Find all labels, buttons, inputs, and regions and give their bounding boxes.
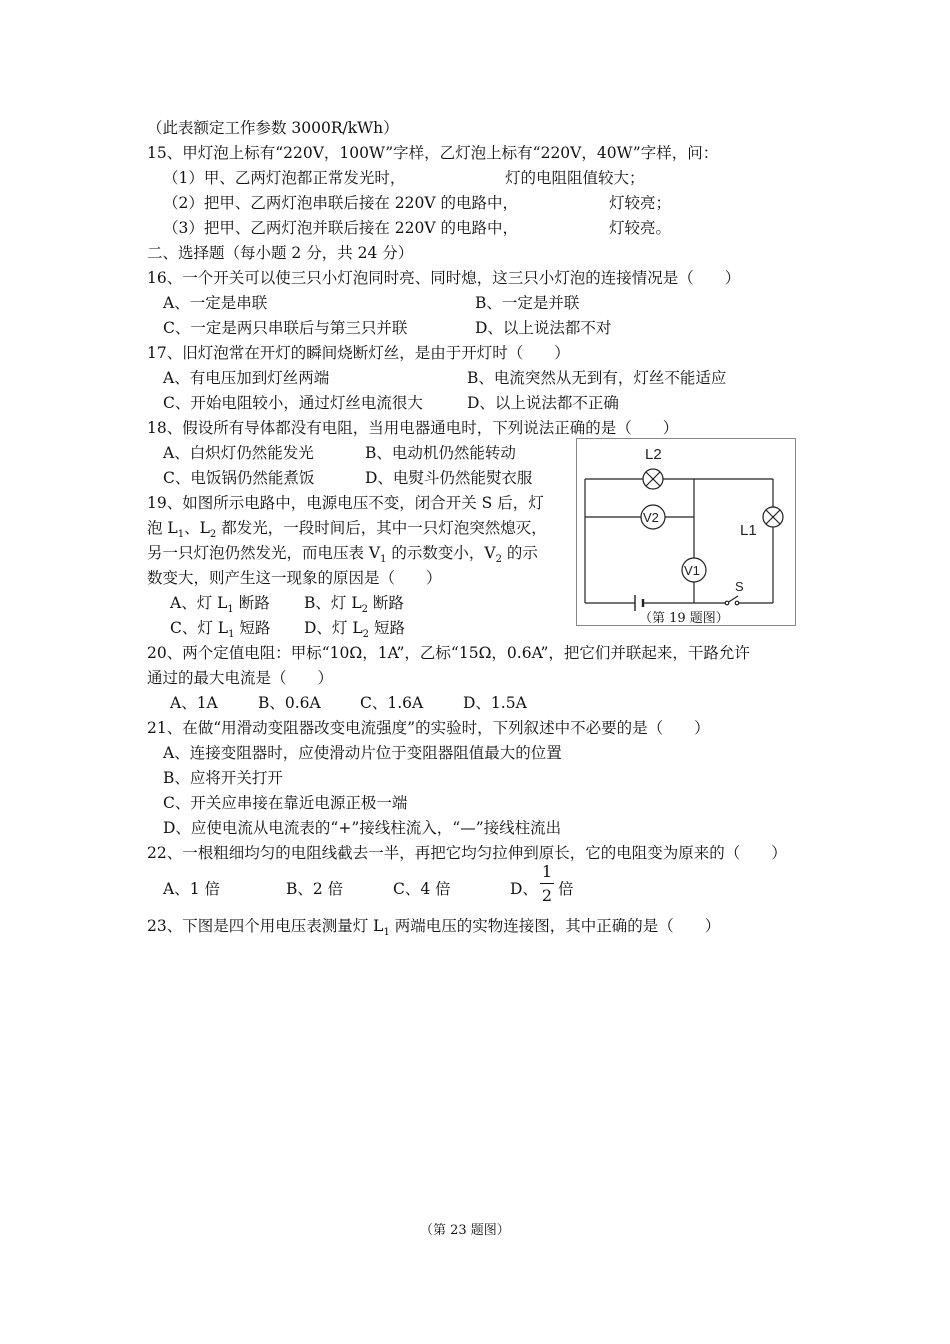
q16-option-a: A、一定是串联 [163, 294, 268, 312]
q18-option-a: A、白炽灯仍然能发光 [163, 444, 314, 462]
label-l1: L1 [740, 522, 757, 539]
q17-option-a: A、有电压加到灯丝两端 [163, 369, 330, 387]
question-20-line-1: 20、两个定值电阻：甲标“10Ω，1A”，乙标“15Ω，0.6A”，把它们并联起来，干路允许 [147, 644, 750, 662]
q22-option-a: A、1 倍 [163, 880, 220, 898]
q20-option-b: B、0.6A [258, 694, 321, 712]
question-22: 22、一根粗细均匀的电阻线截去一半，再把它均匀拉伸到原长，它的电阻变为原来的（ ） [147, 844, 787, 862]
q21-option-d: D、应使电流从电流表的“+”接线柱流入，“—”接线柱流出 [163, 819, 562, 837]
q15-part-2: （2）把甲、乙两灯泡串联后接在 220V 的电路中， [163, 194, 518, 212]
question-18: 18、假设所有导体都没有电阻，当用电器通电时，下列说法正确的是（ ） [147, 419, 679, 437]
fraction-numerator: 1 [541, 862, 553, 881]
q20-option-c: C、1.6A [360, 694, 424, 712]
circuit-diagram [577, 439, 795, 625]
q16-option-d: D、以上说法都不对 [475, 319, 612, 337]
question-17: 17、旧灯泡常在开灯的瞬间烧断灯丝，是由于开灯时（ ） [147, 344, 570, 362]
q21-option-c: C、开关应串接在靠近电源正极一端 [163, 794, 408, 812]
switch-icon [725, 596, 739, 605]
lamp-l2-icon [643, 469, 663, 489]
label-s: S [735, 579, 744, 594]
q15-part-1: （1）甲、乙两灯泡都正常发光时， [163, 169, 406, 187]
q20-option-d: D、1.5A [463, 694, 527, 712]
figure-19-caption: （第 19 题图） [639, 611, 729, 626]
question-19-line-1: 19、如图所示电路中，电源电压不变，闭合开关 S 后，灯 [147, 494, 544, 512]
label-v2: V2 [643, 510, 659, 525]
q20-option-a: A、1A [170, 694, 218, 712]
q15-part-1-tail: 灯的电阻阻值较大； [505, 169, 645, 187]
q19-option-a: A、灯 $L_1$ 断路 [170, 594, 270, 616]
section-2-heading: 二、选择题（每小题 2 分，共 24 分） [147, 244, 414, 262]
q17-option-d: D、以上说法都不正确 [467, 394, 619, 412]
q15-part-3: （3）把甲、乙两灯泡并联后接在 220V 的电路中， [163, 219, 518, 237]
q22-option-d: D、 [510, 880, 538, 898]
label-l2: L2 [645, 446, 662, 463]
q15-part-3-tail: 灯较亮。 [609, 219, 672, 237]
one-half-fraction [540, 862, 554, 906]
q21-option-b: B、应将开关打开 [163, 769, 283, 787]
q17-option-b: B、电流突然从无到有，灯丝不能适应 [467, 369, 727, 387]
figure-23-caption: （第 23 题图） [420, 1223, 510, 1238]
lamp-l1-icon [763, 507, 783, 527]
q22-option-c: C、4 倍 [393, 880, 451, 898]
question-16: 16、一个开关可以使三只小灯泡同时亮、同时熄，这三只小灯泡的连接情况是（ ） [147, 269, 741, 287]
question-19-line-3: 另一只灯泡仍然发光，而电压表 $V_1$ 的示数变小，$V_2$ 的示 [147, 544, 538, 566]
question-20-line-2: 通过的最大电流是（ ） [147, 669, 334, 687]
q16-option-b: B、一定是并联 [475, 294, 580, 312]
q18-option-c: C、电饭锅仍然能煮饭 [163, 469, 315, 487]
q19-option-c: C、灯 $L_1$ 短路 [170, 619, 271, 641]
question-21: 21、在做“用滑动变阻器改变电流强度”的实验时，下列叙述中不必要的是（ ） [147, 719, 710, 737]
q16-option-c: C、一定是两只串联后与第三只并联 [163, 319, 408, 337]
q22-option-d-tail: 倍 [558, 880, 574, 898]
figure-19-circuit [576, 438, 796, 626]
q15-part-2-tail: 灯较亮； [609, 194, 672, 212]
fraction-denominator: 2 [541, 886, 553, 905]
question-19-line-4: 数变大，则产生这一现象的原因是（ ） [147, 569, 442, 587]
q21-option-a: A、连接变阻器时，应使滑动片位于变阻器阻值最大的位置 [163, 744, 562, 762]
question-19-line-2: 泡 $L_1$、$L_2$ 都发光，一段时间后，其中一只灯泡突然熄灭， [147, 519, 547, 541]
q19-option-d: D、灯 $L_2$ 短路 [304, 619, 405, 641]
q18-option-b: B、电动机仍然能转动 [365, 444, 516, 462]
label-v1: V1 [684, 563, 700, 578]
q18-option-d: D、电熨斗仍然能熨衣服 [365, 469, 533, 487]
question-15: 15、甲灯泡上标有“220V，100W”字样，乙灯泡上标有“220V，40W”字样，问： [147, 144, 719, 162]
q17-option-c: C、开始电阻较小，通过灯丝电流很大 [163, 394, 423, 412]
meter-parameter-note: （此表额定工作参数 3000R/kWh） [147, 119, 399, 137]
fraction-bar [540, 883, 554, 884]
question-23: 23、下图是四个用电压表测量灯 $L_1$ 两端电压的实物连接图，其中正确的是（ ） [147, 917, 721, 939]
battery-icon [635, 595, 643, 611]
q22-option-b: B、2 倍 [286, 880, 344, 898]
q19-option-b: B、灯 $L_2$ 断路 [304, 594, 404, 616]
